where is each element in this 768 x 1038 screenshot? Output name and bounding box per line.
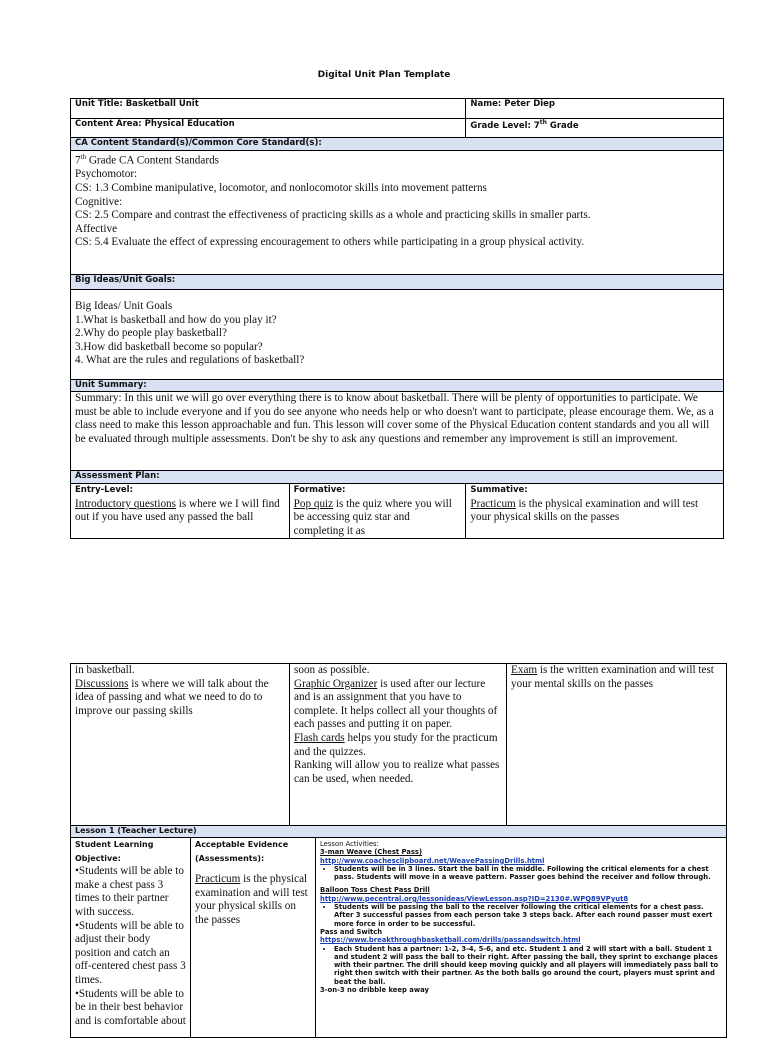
standards-body <box>71 151 724 275</box>
activity-title: 3-man Weave (Chest Pass) <box>320 848 423 857</box>
discussions-link[interactable]: Discussions <box>75 677 129 690</box>
activity-description: • Each Student has a partner: 1-2, 3-4, 5-6, and etc. Student 1 and 2 will start with a ball. Student 1 and student 2 will pass the ball to their right. After passing the ball, they sprint to exchange places with their partner. The drill should keep moving quickly and all players will immediately pass ball to right then switch with their partner. As the both balls go around the court, players must sprint and beat the ball. <box>334 945 722 986</box>
activity-description: • Students will be in 3 lines. Start the ball in the middle. Following the critical elements for a chest pass. Students will move in a weave pattern. Passer goes behind the receiver and follow through. <box>334 865 722 882</box>
unit-title-cell: Unit Title: Basketball Unit <box>71 99 466 119</box>
big-ideas-line: 4. What are the rules and regulations of basketball? <box>75 354 305 367</box>
name-cell: Name: Peter Diep <box>466 99 724 119</box>
activity-bullets <box>320 865 722 882</box>
standards-line: Psychomotor: <box>75 168 138 181</box>
formative-cell <box>289 484 466 539</box>
lesson-activities-cell <box>316 838 727 1038</box>
lesson1-header: Lesson 1 (Teacher Lecture) <box>71 826 727 838</box>
entry-level-cont-cell <box>71 664 290 826</box>
objective-item: •Students will be able to make a chest pass 3 times to their partner with success. <box>75 865 184 918</box>
flash-cards-link[interactable]: Flash cards <box>294 731 345 744</box>
unit-plan-table-page2 <box>70 663 727 1038</box>
entry-level-cell <box>71 484 290 539</box>
big-ideas-line: Big Ideas/ Unit Goals <box>75 300 173 312</box>
pop-quiz-link[interactable]: Pop quiz <box>293 497 334 510</box>
summative-cell <box>466 484 724 539</box>
activity-link[interactable]: http://www.pecentral.org/lessonideas/ViewLesson.asp?ID=2130#.WPQ89VPyut8 <box>320 894 629 903</box>
exam-text: is the written examination and will test your mental skills on the passes <box>511 664 714 690</box>
entry-level-cont-text: in basketball. <box>75 664 135 676</box>
summary-header: Unit Summary: <box>71 380 724 392</box>
acceptable-evidence-label: Acceptable Evidence (Assessments): <box>195 840 289 863</box>
introductory-questions-link[interactable]: Introductory questions <box>75 497 176 510</box>
activity-title: Balloon Toss Chest Pass Drill <box>320 886 430 895</box>
content-area-cell: Content Area: Physical Education <box>71 119 466 138</box>
objective-item: •Students will be able to be in their best behavior and is comfortable about <box>75 987 186 1027</box>
standards-line: 7th Grade CA Content Standards <box>75 153 220 167</box>
ranking-text: Ranking will allow you to realize what passes can be used, when needed. <box>294 759 500 785</box>
summative-cont-cell <box>507 664 727 826</box>
graphic-organizer-text: is used after our lecture and is an assignment that you have to complete. It helps collect all your thoughts of each passes and putting it on paper. <box>294 677 498 731</box>
activity-description: • Students will be passing the ball to the receiver following the critical elements for a chest pass. After 3 successful passes from each person take 3 steps back. After each round passer must exert more force in order to be successful. <box>334 903 722 928</box>
standards-line: CS: 1.3 Combine manipulative, locomotor, and nonlocomotor skills into movement patterns <box>75 181 487 194</box>
grade-level-cell: Grade Level: 7th Grade <box>466 119 724 138</box>
activity-link[interactable]: http://www.coachesclipboard.net/WeavePassingDrills.html <box>320 856 545 865</box>
standards-line: Cognitive: <box>75 195 123 208</box>
graphic-organizer-link[interactable]: Graphic Organizer <box>294 677 378 690</box>
activity-title: 3-on-3 no dribble keep away <box>320 986 429 995</box>
big-ideas-header: Big Ideas/Unit Goals: <box>71 275 724 290</box>
summative-text: is the physical examination and will test your physical skills on the passes <box>470 497 699 524</box>
objective-item: •Students will be able to adjust their body position and catch an off-centered chest pass 3 times. <box>75 919 186 986</box>
practicum-link[interactable]: Practicum <box>470 497 516 510</box>
summary-body: Summary: In this unit we will go over everything there is to know about basketball. There will be plenty of opportunities to participate. We must be able to include everyone and if you do see anyone who needs help or who doesn't want to participate, please encourage them. We, as a class need to make this lesson approachable and fun. This lesson will cover some of the Physical Education content standards and you all will be evaluated through multiple assessments. Don't be shy to ask any questions and remember any improvement is still an improvement. <box>71 392 724 471</box>
acceptable-evidence-cell <box>191 838 316 1038</box>
big-ideas-line: 1.What is basketball and how do you play it? <box>75 313 277 326</box>
formative-cont-cell <box>290 664 507 826</box>
activity-bullets <box>320 945 722 986</box>
document-title: Digital Unit Plan Template <box>317 70 451 80</box>
formative-cont-text: soon as possible. <box>294 664 370 676</box>
lesson-activities-label: Lesson Activities: <box>320 840 379 848</box>
learning-objective-cell <box>71 838 191 1038</box>
standards-line: Affective <box>75 222 118 235</box>
standards-line: CS: 5.4 Evaluate the effect of expressing encouragement to others while participating in a group physical activity. <box>75 236 585 249</box>
standards-line: CS: 2.5 Compare and contrast the effectiveness of practicing skills as a whole and practicing skills in smaller parts. <box>75 209 591 222</box>
activity-link[interactable]: https://www.breakthroughbasketball.com/drills/passandswitch.html <box>320 936 581 945</box>
big-ideas-body <box>71 290 724 380</box>
formative-label: Formative: <box>293 485 346 495</box>
exam-link[interactable]: Exam <box>511 664 538 676</box>
unit-plan-table-page1 <box>70 98 724 539</box>
assessment-header: Assessment Plan: <box>71 471 724 484</box>
standards-header: CA Content Standard(s)/Common Core Standard(s): <box>71 138 724 151</box>
activity-bullets <box>320 903 722 928</box>
entry-level-label: Entry-Level: <box>75 485 133 495</box>
evidence-practicum-link[interactable]: Practicum <box>195 873 241 886</box>
big-ideas-line: 3.How did basketball become so popular? <box>75 340 263 353</box>
entry-level-text: is where we I will find out if you have used any passed the ball <box>75 497 280 524</box>
discussions-text: is where we will talk about the idea of passing and what we need to do to improve our passing skills <box>75 677 269 717</box>
formative-text: is the quiz where you will be accessing quiz star and completing it as <box>293 497 452 537</box>
summative-label: Summative: <box>470 485 528 495</box>
big-ideas-line: 2.Why do people play basketball? <box>75 327 227 340</box>
flash-cards-text: helps you study for the practicum and the quizzes. <box>294 731 498 758</box>
learning-objective-label: Student Learning Objective: <box>75 840 154 863</box>
evidence-text: is the physical examination and will test your physical skills on the passes <box>195 873 308 926</box>
activity-title: Pass and Switch <box>320 927 383 936</box>
